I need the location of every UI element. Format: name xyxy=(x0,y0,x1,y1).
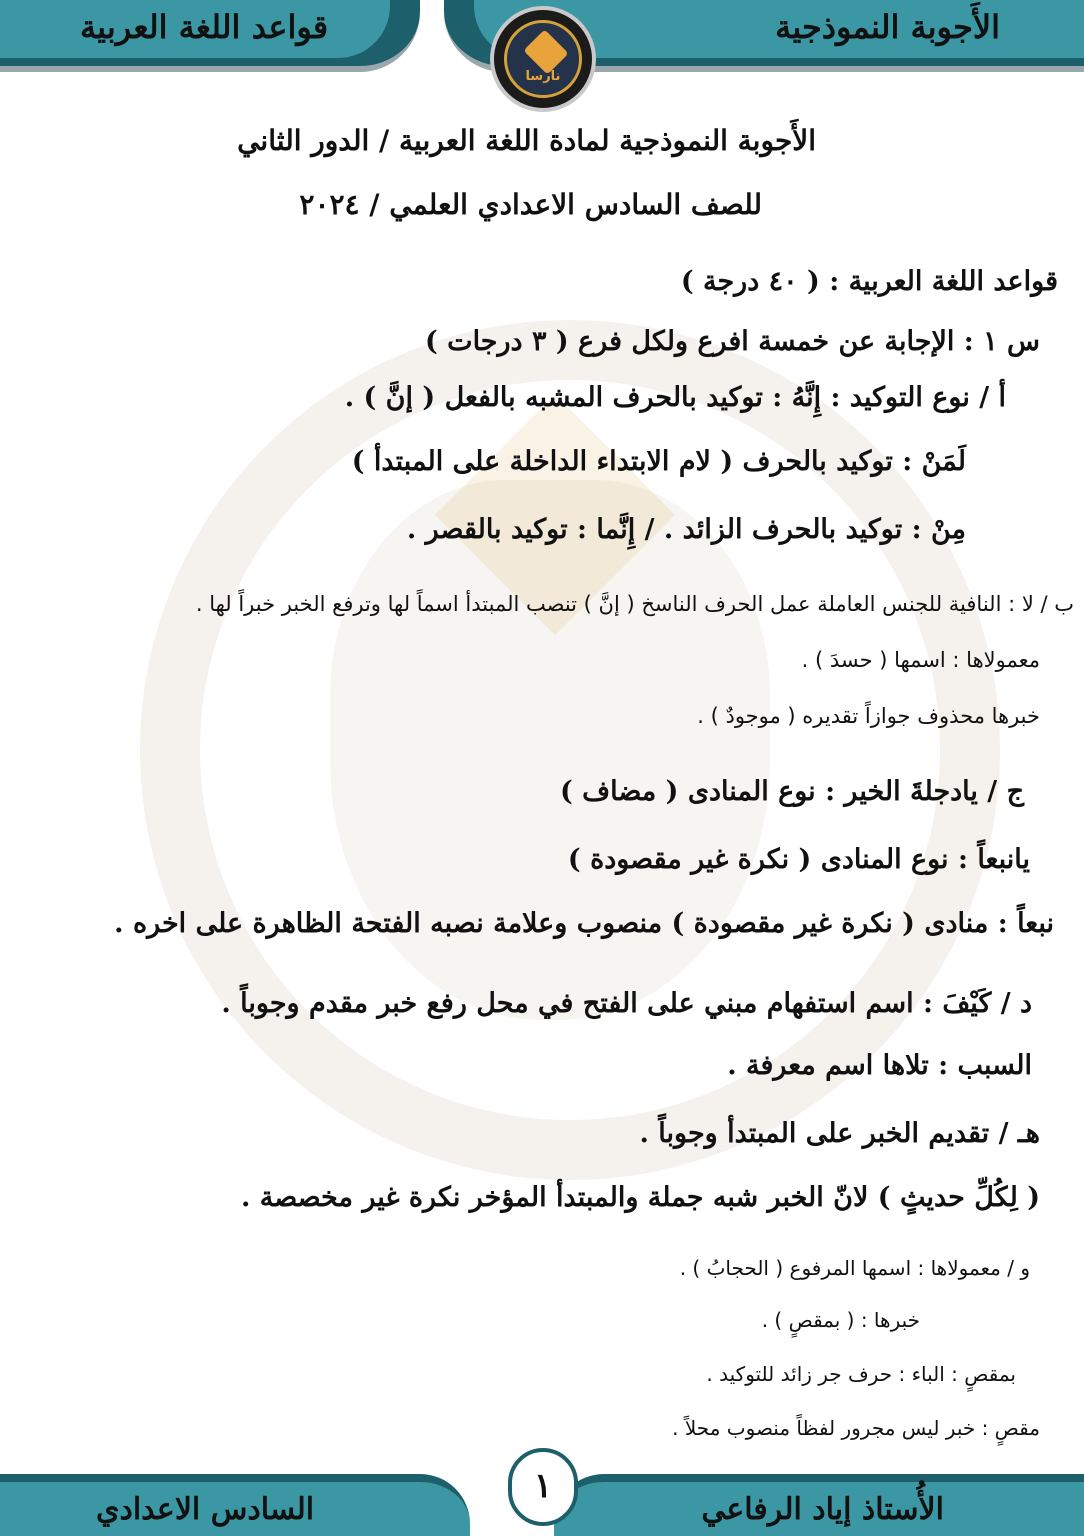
answer-line: ب / لا : النافية للجنس العاملة عمل الحرف الناسخ ( إنَّ ) تنصب المبتدأ اسماً لها وترفع الخبر خبراً لها . xyxy=(195,592,1074,616)
answer-line: لَمَنْ : توكيد بالحرف ( لام الابتداء الداخلة على المبتدأ ) xyxy=(351,446,966,477)
answer-line: نبعاً : منادى ( نكرة غير مقصودة ) منصوب وعلامة نصبه الفتحة الظاهرة على اخره . xyxy=(114,908,1054,939)
answer-line: خبرها محذوف جوازاً تقديره ( موجودٌ ) . xyxy=(697,704,1040,728)
answer-line: هـ / تقديم الخبر على المبتدأ وجوباً . xyxy=(639,1118,1040,1149)
answer-line: بمقصٍ : الباء : حرف جر زائد للتوكيد . xyxy=(706,1362,1016,1386)
answer-line: يانبعاً : نوع المنادى ( نكرة غير مقصودة ) xyxy=(567,844,1030,875)
header-left-title: قواعد اللغة العربية xyxy=(80,8,329,46)
footer-left-band xyxy=(0,1474,470,1536)
section-heading: قواعد اللغة العربية : ( ٤٠ درجة ) xyxy=(680,266,1058,297)
answer-line: مِنْ : توكيد بالحرف الزائد . / إِنَّما : توكيد بالقصر . xyxy=(406,514,966,545)
answer-line: د / كَيْفَ : اسم استفهام مبني على الفتح في محل رفع خبر مقدم وجوباً . xyxy=(221,988,1032,1019)
header-right-title: الأَجوبة النموذجية xyxy=(775,8,1000,46)
answer-line: مقصٍ : خبر ليس مجرور لفظاً منصوب محلاً . xyxy=(672,1416,1040,1440)
teacher-name: الأُستاذ إياد الرفاعي xyxy=(701,1492,944,1527)
answer-line: ( لِكُلِّ حديثٍ ) لانّ الخبر شبه جملة والمبتدأ المؤخر نكرة غير مخصصة . xyxy=(240,1182,1040,1213)
page-footer xyxy=(0,1456,1084,1536)
footer-right-band xyxy=(554,1474,1084,1536)
logo-text: نارسا xyxy=(525,69,561,84)
page-subtitle: للصف السادس الاعدادي العلمي / ٢٠٢٤ xyxy=(299,188,762,221)
answer-line: خبرها : ( بمقصٍ ) . xyxy=(761,1308,920,1332)
answer-line: ج / يادجلةَ الخير : نوع المنادى ( مضاف ) xyxy=(559,776,1024,807)
answer-line: أ / نوع التوكيد : إِنَّهُ : توكيد بالحرف المشبه بالفعل ( إنَّ ) . xyxy=(344,382,1006,413)
question-heading: س ١ : الإجابة عن خمسة افرع ولكل فرع ( ٣ درجات ) xyxy=(424,326,1040,357)
answer-line: و / معمولاها : اسمها المرفوع ( الحجابُ ) . xyxy=(679,1256,1030,1280)
grade-label: السادس الاعدادي xyxy=(96,1492,315,1527)
answer-line: معمولاها : اسمها ( حسدَ ) . xyxy=(801,648,1040,672)
answer-line: السبب : تلاها اسم معرفة . xyxy=(727,1050,1032,1081)
page-number: ١ xyxy=(508,1448,578,1526)
page-title: الأَجوبة النموذجية لمادة اللغة العربية / الدور الثاني xyxy=(237,124,816,157)
